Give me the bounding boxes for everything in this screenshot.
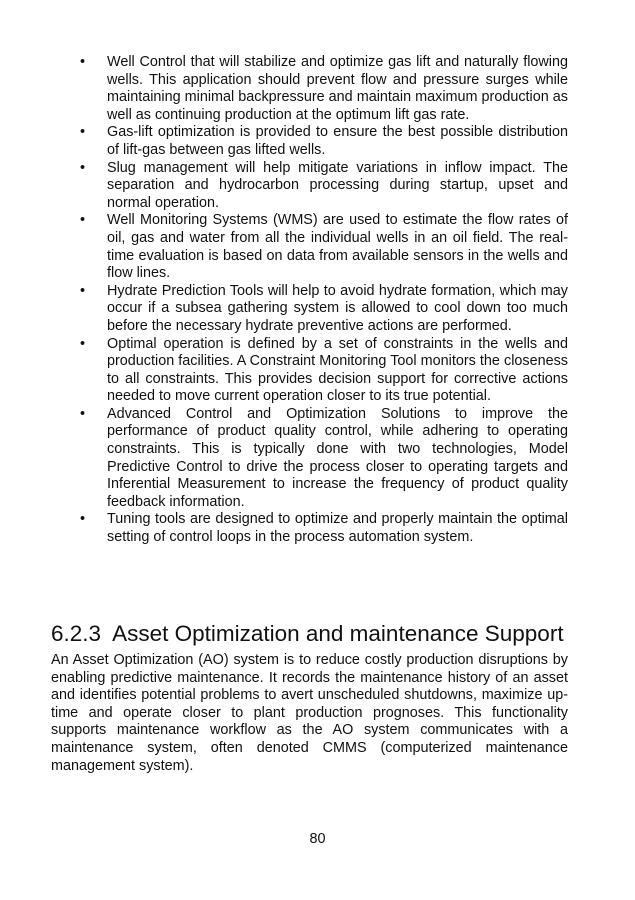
bullet-item [80, 124, 568, 159]
bullet-icon: • [80, 124, 86, 141]
section-number: 6.2.3 [51, 621, 102, 646]
bullet-text: Tuning tools are designed to optimize and properly maintain the optimal setting of control loops in the process automation system. [107, 511, 568, 546]
bullet-item [80, 406, 568, 512]
page-number: 80 [309, 831, 326, 847]
bullet-item [80, 283, 568, 336]
bullet-item [80, 54, 568, 124]
bullet-item [80, 511, 568, 546]
bullet-icon: • [80, 54, 86, 70]
bullet-item [80, 160, 568, 213]
bullet-text: Advanced Control and Optimization Solutions to improve the performance of product quality control, while adhering to operating constraints. This is typically done with two technologies, Model Predictive Control to drive the process closer to operating targets and Inferential Measurement to increase the frequency of product quality feedback information. [107, 405, 568, 510]
bullet-icon: • [80, 405, 86, 422]
body-paragraph: An Asset Optimization (AO) system is to reduce costly production disruptions by enabling predictive maintenance. It records the maintenance history of an asset and identifies potential problems to avert unscheduled shutdowns, maximize up-time and operate closer to plant production prognoses. This functionality supports maintenance workflow as the AO system communicates with a maintenance system, often denoted CMMS (computerized maintenance management system). [51, 652, 568, 774]
bullet-list [80, 54, 568, 547]
bullet-icon: • [80, 335, 86, 352]
bullet-icon: • [80, 511, 86, 528]
bullet-icon: • [80, 282, 86, 299]
bullet-text: Well Monitoring Systems (WMS) are used to estimate the flow rates of oil, gas and water from all the individual wells in an oil field. The real-time evaluation is based on data from available sensors in the wells and flow lines. [107, 212, 568, 282]
bullet-text: Hydrate Prediction Tools will help to avoid hydrate formation, which may occur if a subsea gathering system is allowed to cool down too much before the necessary hydrate preventive actions are performed. [107, 282, 568, 334]
bullet-text: Slug management will help mitigate variations in inflow impact. The separation and hydrocarbon processing during startup, upset and normal operation. [107, 159, 568, 211]
section-title: Asset Optimization and maintenance Support [112, 621, 564, 646]
section-heading [51, 620, 564, 648]
bullet-text: Gas-lift optimization is provided to ensure the best possible distribution of lift-gas between gas lifted wells. [107, 124, 568, 158]
bullet-text: Optimal operation is defined by a set of constraints in the wells and production facilities. A Constraint Monitoring Tool monitors the closeness to all constraints. This provides decision support for corrective actions needed to move current operation closer to its true potential. [107, 335, 568, 405]
bullet-icon: • [80, 159, 86, 176]
bullet-item [80, 212, 568, 282]
bullet-icon: • [80, 212, 86, 229]
bullet-item [80, 336, 568, 406]
bullet-text: Well Control that will stabilize and optimize gas lift and naturally flowing wells. This application should prevent flow and pressure surges while maintaining minimal backpressure and maintain maximum production as well as continuing production at the optimum lift gas rate. [107, 54, 568, 123]
